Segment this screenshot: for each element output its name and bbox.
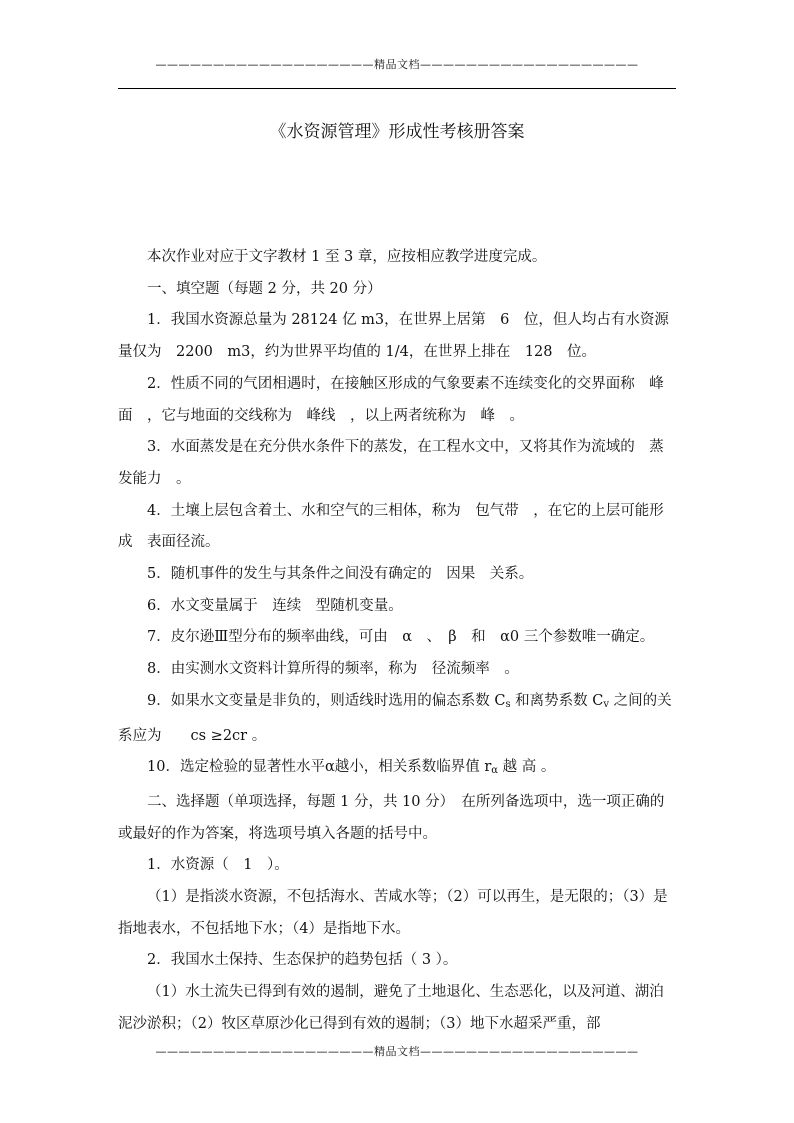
- question-10-alpha-subscript: α: [491, 765, 499, 777]
- header-rule: [118, 88, 676, 89]
- choice-question-2: 2．我国水土保持、生态保护的趋势包括（ 3 ）。: [147, 952, 458, 969]
- question-5: 5．随机事件的发生与其条件之间没有确定的 因果 关系。: [147, 566, 534, 583]
- section-fill-in-heading: 一、填空题（每题 2 分，共 20 分）: [147, 280, 382, 297]
- question-4: 4．土壤上层包含着土、水和空气的三相体，称为 包气带 ，在它的上层可能形成 表面径流。: [118, 502, 664, 551]
- section-choice-heading: 二、选择题（单项选择，每题 1 分，共 10 分） 在所列备选项中，选一项正确的或最好的作为答案，将选项号填入各题的括号中。: [118, 793, 665, 842]
- intro-paragraph: 本次作业对应于文字教材 1 至 3 章，应按相应教学进度完成。: [147, 249, 547, 265]
- question-9: [118, 686, 678, 752]
- question-9-text: 9．如果水文变量是非负的，则适线时选用的偏态系数 C: [147, 692, 506, 709]
- question-10: [118, 752, 678, 787]
- question-7: 7．皮尔逊Ⅲ型分布的频率曲线，可由 α 、 β 和 α0 三个参数唯一确定。: [147, 629, 655, 646]
- question-9-v-subscript: v: [603, 698, 610, 710]
- document-body: [118, 242, 678, 1041]
- question-2: 2．性质不同的气团相遇时，在接触区形成的气象要素不连续变化的交界面称 峰面 ，它与地面的交线称为 峰线 ，以上两者统称为 峰 。: [118, 375, 664, 424]
- page-header: ———————————————————精品文档———————————————————: [155, 58, 639, 71]
- document-title: 《水资源管理》形成性考核册答案: [269, 122, 525, 142]
- question-10-end: 越 高 。: [498, 759, 556, 776]
- question-9-end: 之间的关系应为 cs ≥2cr 。: [118, 692, 672, 744]
- question-1: 1．我国水资源总量为 28124 亿 m3，在世界上居第 6 位，但人均占有水资源量仅为 2200 m3，约为世界平均值的 1/4，在世界上排在 128 位。: [118, 312, 669, 361]
- choice-question-1-options: （1）是指淡水资源，不包括海水、苦咸水等；（2）可以再生，是无限的；（3）是指地表水，不包括地下水；（4）是指地下水。: [118, 889, 668, 937]
- question-3: 3．水面蒸发是在充分供水条件下的蒸发，在工程水文中，又将其作为流域的 蒸发能力 。: [118, 439, 664, 487]
- choice-question-1: 1．水资源（ 1 ）。: [147, 857, 289, 874]
- page-footer: ———————————————————精品文档———————————————————: [155, 1045, 639, 1058]
- question-9-mid: 和离势系数 C: [510, 692, 604, 709]
- question-10-text: 10．选定检验的显著性水平α越小，相关系数临界值 r: [147, 759, 492, 776]
- choice-question-2-options: （1）水土流失已得到有效的遏制，避免了土地退化、生态恶化，以及河道、湖泊泥沙淤积；（2）牧区草原沙化已得到有效的遏制；（3）地下水超采严重，部: [118, 984, 664, 1032]
- question-6: 6．水文变量属于 连续 型随机变量。: [147, 597, 403, 614]
- question-8: 8．由实测水文资料计算所得的频率，称为 径流频率 。: [147, 661, 519, 678]
- question-9-s-subscript: s: [505, 698, 511, 710]
